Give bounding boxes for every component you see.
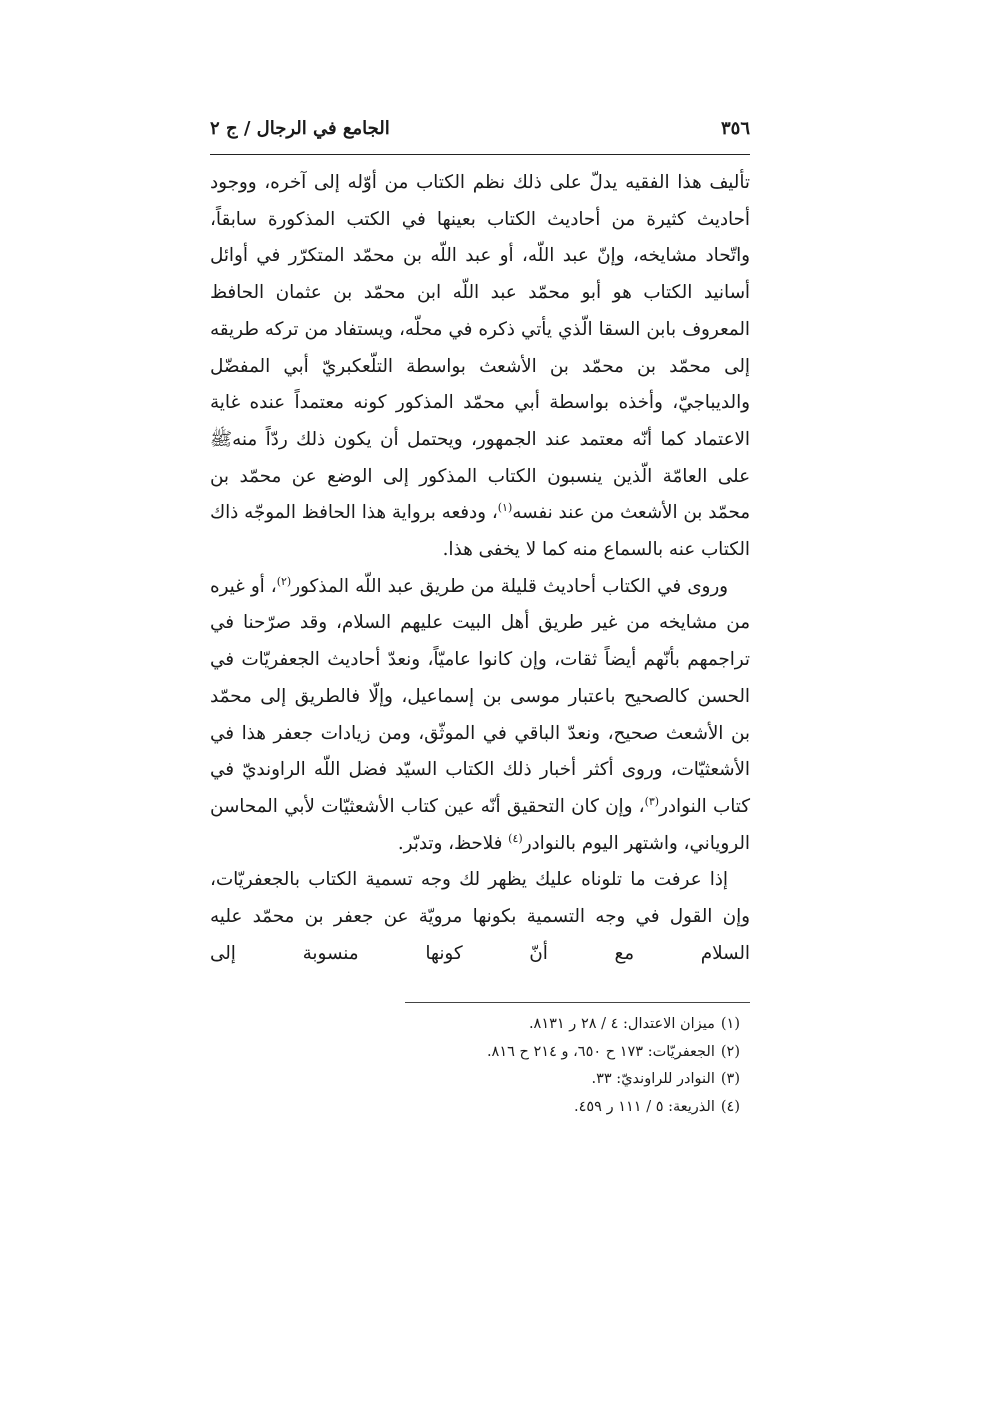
page-header bbox=[210, 118, 750, 152]
paragraph-2 bbox=[210, 569, 750, 863]
paragraph-3 bbox=[210, 862, 750, 972]
footnote-ref-3[interactable]: (٣) bbox=[644, 794, 660, 808]
footnote-ref-4[interactable]: (٤) bbox=[508, 831, 523, 845]
footnote-4 bbox=[210, 1094, 740, 1122]
page-number: ٣٥٦ bbox=[720, 118, 750, 139]
paragraph-2-text-d: فلاحظ، وتدبّر. bbox=[397, 832, 509, 854]
footnote-text: النوادر للراونديّ: ٣٣. bbox=[591, 1071, 715, 1088]
paragraph-1-text-a: تأليف هذا الفقيه يدلّ على ذلك نظم الكتاب من أوّله إلى آخره، ووجود أحاديث كثيرة من أحاديث الكتاب بعينها في الكتب المذكورة سابقاً، واتّحاد مشايخه، وإنّ عبد اللّه، أو عبد اللّه بن محمّد المتكرّر في أوائل أسانيد الكتاب هو أبو محمّد عبد اللّه ابن محمّد بن عثمان الحافظ المعروف بابن السقا الّذي يأتي ذكره في محلّه، ويستفاد من تركه طريقه إلى محمّد بن محمّد بن الأشعث بواسطة التلّعكبريّ أبي المفضّل والديباجيّ، وأخذه بواسطة أبي محمّد المذكور كونه معتمداً عنده غاية الاعتماد كما أنّه معتمد عند الجمهور، ويحتمل أن يكون ذلك ردّاً منهﷺ على العامّة الّذين ينسبون الكتاب المذكور إلى الوضع عن محمّد بن محمّد بن الأشعث من عند نفسه bbox=[210, 172, 750, 524]
footnote-number: (١) bbox=[720, 1016, 740, 1033]
footnote-number: (٤) bbox=[720, 1098, 740, 1115]
paragraph-1-text-b: ، ودفعه برواية هذا الحافظ الموجّه ذاك الكتاب عنه بالسماع منه كما لا يخفى هذا. bbox=[210, 502, 750, 561]
footnote-ref-2[interactable]: (٢) bbox=[276, 574, 292, 588]
footnote-1 bbox=[210, 1011, 740, 1039]
footnote-text: الجعفريّات: ١٧٣ ح ٦٥٠، و ٢١٤ ح ٨١٦. bbox=[486, 1043, 715, 1060]
paragraph-3-text: إذا عرفت ما تلوناه عليك يظهر لك وجه تسمية الكتاب بالجعفريّات، وإن القول في وجه التسمية بكونها مرويّة عن جعفر بن محمّد عليه السلام مع أنّ كونها منسوبة إلى bbox=[210, 869, 750, 964]
footnotes bbox=[210, 1011, 750, 1121]
header-divider bbox=[210, 154, 750, 155]
footnote-text: ميزان الاعتدال: ٤ / ٢٨ ر ٨١٣١. bbox=[528, 1016, 715, 1033]
footnote-ref-1[interactable]: (١) bbox=[497, 501, 513, 515]
footnote-text: الذريعة: ٥ / ١١١ ر ٤٥٩. bbox=[574, 1098, 715, 1115]
footnote-divider bbox=[405, 1002, 750, 1003]
paragraph-2-text-a: وروى في الكتاب أحاديث قليلة من طريق عبد اللّه المذكور bbox=[291, 575, 728, 597]
footnote-2 bbox=[210, 1039, 740, 1067]
paragraph-2-text-b: ، أو غيره من مشايخه من غير طريق أهل البيت عليهم السلام، وقد صرّحنا في تراجمهم بأنّهم أيضاً ثقات، وإن كانوا عاميّاً، ونعدّ أحاديث الجعفريّات في الحسن كالصحيح باعتبار موسى بن إسماعيل، وإلّا فالطريق إلى محمّد بن الأشعث صحيح، ونعدّ الباقي في الموثّق، ومن زيادات جعفر هذا في الأشعثيّات، وروى أكثر أخبار ذلك الكتاب السيّد فضل اللّه الراونديّ في كتاب النوادر bbox=[210, 575, 750, 817]
running-title: الجامع في الرجال / ج ٢ bbox=[210, 118, 390, 139]
page bbox=[210, 118, 750, 1121]
footnote-number: (٢) bbox=[720, 1043, 740, 1060]
footnote-3 bbox=[210, 1066, 740, 1094]
paragraph-1 bbox=[210, 165, 750, 569]
main-text bbox=[210, 165, 750, 972]
paragraph-2-text-c: ، وإن كان التحقيق أنّه عين كتاب الأشعثيّات لأبي المحاسن الروياني، واشتهر اليوم بالنوادر bbox=[210, 795, 750, 854]
footnote-number: (٣) bbox=[720, 1071, 740, 1088]
